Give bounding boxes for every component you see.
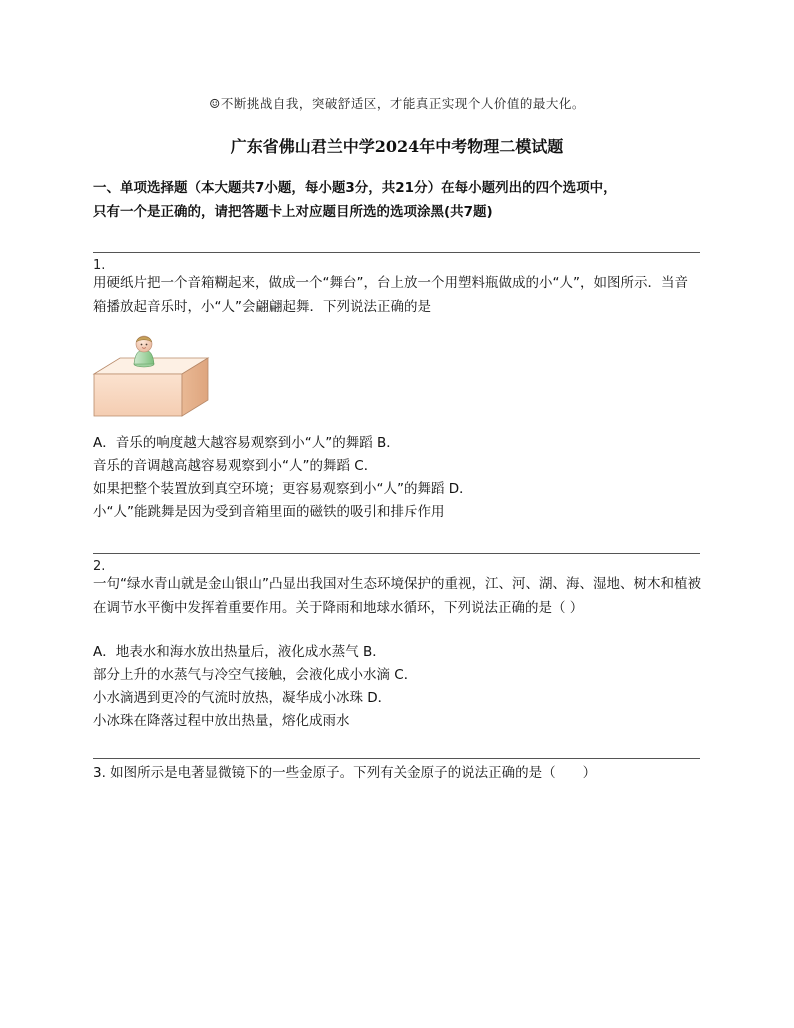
divider-q3 xyxy=(93,758,700,759)
q2-text: 一句“绿水青山就是金山银山”凸显出我国对生态环境保护的重视，江、河、湖、海、湿地、树木和植被在调节水平衡中发挥着重要作用。关于降雨和地球水循环，下列说法正确的是（ ） xyxy=(93,576,701,616)
q2-number: 2. xyxy=(93,559,106,574)
motto-header: ☺不断挑战自我，突破舒适区，才能真正实现个人价值的最大化。 xyxy=(209,96,585,111)
q1-option-a: A．音乐的响度越大越容易观察到小“人”的舞蹈 B． xyxy=(93,435,400,451)
q2-option-b: 部分上升的水蒸气与冷空气接触，会液化成小水滴 C． xyxy=(93,667,418,683)
q2-option-c: 小水滴遇到更冷的气流时放热，凝华成小冰珠 D． xyxy=(93,690,392,706)
q2-option-d: 小冰珠在降落过程中放出热量，熔化成雨水 xyxy=(93,713,350,729)
section-heading-line-2: 只有一个是正确的，请把答题卡上对应题目所选的选项涂黑(共7题) xyxy=(93,204,493,220)
q1-option-d: 小“人”能跳舞是因为受到音箱里面的磁铁的吸引和排斥作用 xyxy=(93,504,445,520)
speaker-stage-figure xyxy=(92,330,210,418)
q3-text: 3. 如图所示是电著显微镜下的一些金原子。下列有关金原子的说法正确的是（ ） xyxy=(93,765,597,781)
divider-q2 xyxy=(93,553,700,554)
q1-option-b: 音乐的音调越高越容易观察到小“人”的舞蹈 C． xyxy=(93,458,378,474)
section-heading-line-1: 一、单项选择题（本大题共7小题，每小题3分，共21分）在每小题列出的四个选项中， xyxy=(93,180,617,196)
q2-option-a: A．地表水和海水放出热量后，液化成水蒸气 B． xyxy=(93,644,386,660)
q1-option-c: 如果把整个装置放到真空环境；更容易观察到小“人”的舞蹈 D． xyxy=(93,481,473,497)
q1-text: 用硬纸片把一个音箱糊起来，做成一个“舞台”，台上放一个用塑料瓶做成的小“人”，如图所示．当音箱播放起音乐时，小“人”会翩翩起舞．下列说法正确的是 xyxy=(93,275,688,315)
q1-number: 1. xyxy=(93,258,106,273)
section-heading xyxy=(93,176,713,224)
divider-q1 xyxy=(93,252,700,253)
page-title: 广东省佛山君兰中学2024年中考物理二模试题 xyxy=(230,137,564,156)
